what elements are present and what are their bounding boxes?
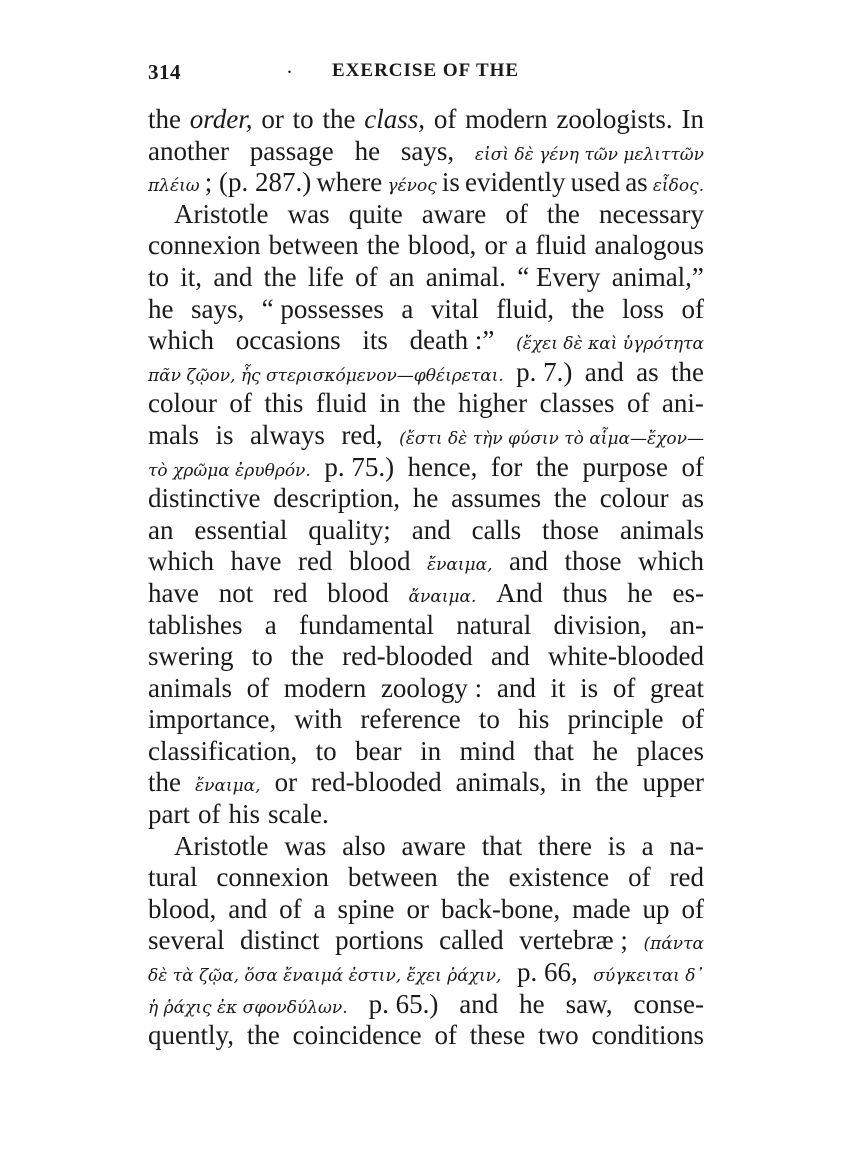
word: that	[481, 830, 523, 861]
word: a	[313, 893, 326, 924]
word: mals	[148, 419, 199, 450]
word: for	[490, 451, 523, 482]
word: the	[571, 293, 605, 324]
word: p. 7.)	[516, 356, 573, 387]
word: of	[612, 672, 636, 703]
word: ani-	[661, 388, 704, 419]
word: or	[274, 767, 298, 798]
word: the	[553, 483, 587, 514]
word: evidently	[465, 167, 566, 198]
word: is	[441, 167, 460, 198]
word: principle	[567, 704, 664, 735]
word: it	[550, 672, 566, 703]
word: he	[627, 577, 653, 608]
word: upper	[642, 767, 704, 798]
word: of	[681, 451, 704, 482]
word: the	[290, 641, 324, 672]
word: na-	[669, 830, 704, 861]
word: called	[439, 925, 504, 956]
text-line	[148, 388, 704, 420]
word: thus	[562, 577, 608, 608]
word: In	[681, 104, 704, 134]
word: conditions	[591, 1020, 704, 1051]
text-line	[148, 1020, 704, 1052]
greek-phrase: ἔναιμα,	[426, 555, 493, 576]
word: importance,	[148, 704, 277, 735]
word: reference	[360, 704, 461, 735]
word: which	[148, 546, 214, 577]
greek-phrase: (ἔχει δὲ καὶ ὑγρότητα	[516, 334, 704, 355]
word: part	[148, 799, 190, 830]
word: of	[246, 672, 270, 703]
word: and	[213, 261, 253, 292]
word: occasions	[235, 325, 341, 356]
greek-phrase: σύγκειται δ᾽	[593, 966, 704, 987]
text-line	[148, 230, 704, 262]
word: of	[279, 893, 302, 924]
word: the	[366, 230, 400, 261]
word: to	[251, 641, 273, 672]
word: colour	[148, 388, 217, 419]
text-line	[148, 104, 704, 136]
word: to	[478, 704, 500, 735]
word: tablishes	[148, 609, 243, 640]
word: that	[533, 735, 575, 766]
word: which	[148, 325, 214, 356]
word: and	[411, 514, 451, 545]
word: with	[294, 704, 343, 735]
word: Aristotle	[174, 198, 269, 229]
word: and	[459, 988, 499, 1019]
word: description,	[273, 483, 401, 514]
text-line	[148, 704, 704, 736]
word: of	[681, 293, 704, 324]
word: coincidence	[292, 1020, 422, 1051]
word: passage	[249, 135, 334, 166]
word: to	[148, 261, 170, 292]
word: animals	[619, 514, 704, 545]
text-line	[148, 136, 704, 168]
word: vital	[430, 293, 479, 324]
text-line	[148, 452, 704, 484]
text-line	[148, 357, 704, 389]
word: vertebræ ;	[519, 925, 628, 956]
text-line	[148, 831, 704, 863]
text-line	[148, 862, 704, 894]
word: of	[229, 388, 252, 419]
word: quality;	[308, 514, 391, 545]
word: which	[637, 546, 704, 577]
word: the	[670, 356, 704, 387]
word: fluid,	[496, 293, 555, 324]
running-head-dot: ·	[286, 60, 293, 84]
word: classification,	[148, 735, 298, 766]
word: ; (p. 287.)	[204, 167, 312, 198]
word: blood	[348, 546, 411, 577]
word: the	[595, 767, 629, 798]
word: And	[496, 577, 543, 608]
word: colour	[599, 483, 669, 514]
word: fundamental	[299, 609, 434, 640]
text-line	[148, 736, 704, 768]
word: always	[249, 419, 325, 450]
word: in	[420, 735, 442, 766]
word: quite	[348, 198, 403, 229]
word: order,	[189, 104, 253, 134]
word: as	[636, 356, 659, 387]
text-line	[148, 420, 704, 452]
word: aware	[401, 830, 466, 861]
word: he	[354, 135, 381, 166]
word: an	[148, 514, 174, 545]
word: aware	[421, 198, 487, 229]
word: “ possesses	[261, 293, 384, 324]
text-line	[148, 925, 704, 957]
word: those	[542, 514, 600, 545]
word: fluid	[315, 388, 367, 419]
word: or	[484, 230, 507, 261]
word: of	[681, 893, 704, 924]
word: he	[412, 483, 439, 514]
word: classes	[539, 388, 615, 419]
word: of	[197, 799, 221, 830]
word: assumes	[451, 483, 542, 514]
word: blood,	[148, 893, 217, 924]
greek-phrase: ἔναιμα,	[195, 776, 261, 797]
word: connexion	[148, 230, 261, 261]
word: in	[379, 388, 401, 419]
word: and	[490, 641, 530, 672]
word: also	[342, 830, 386, 861]
word: bear	[355, 735, 402, 766]
word: back-bone,	[440, 893, 561, 924]
word: he	[519, 988, 545, 1019]
word: those	[564, 546, 622, 577]
greek-phrase: πᾶν ζῷον, ἧς στερισκόμενον—φθέιρεται.	[148, 365, 504, 386]
word: Aristotle	[174, 830, 269, 861]
word: another	[148, 135, 229, 166]
word: es-	[672, 577, 704, 608]
word: this	[264, 388, 304, 419]
page-number: 314	[148, 60, 181, 84]
word: swering	[148, 641, 234, 672]
word: of	[681, 704, 704, 735]
word: red	[273, 577, 308, 608]
word: red-blooded	[311, 767, 442, 798]
word: quently,	[148, 1020, 234, 1051]
word: between	[347, 862, 438, 893]
word: p. 65.)	[368, 988, 439, 1019]
word: tural	[148, 862, 198, 893]
text-line	[148, 610, 704, 642]
word: zoologists.	[556, 104, 673, 134]
word: the	[322, 104, 356, 134]
text-line	[148, 546, 704, 578]
greek-phrase: εἰσὶ δὲ γένη τῶν μελιττῶν	[474, 144, 704, 165]
word: an-	[669, 609, 704, 640]
word: red-blooded	[342, 641, 473, 672]
greek-phrase: τὸ χρῶμα ἐρυθρόν.	[148, 460, 311, 481]
word: calls	[471, 514, 522, 545]
greek-phrase: δὲ τὰ ζῷα, ὅσα ἔναιμά ἐστιν, ἔχει ῥάχιν,	[148, 966, 502, 987]
word: the	[148, 767, 181, 798]
word: of	[505, 198, 528, 229]
word: blood	[327, 577, 389, 608]
word: hence,	[407, 451, 478, 482]
word: his	[517, 704, 550, 735]
word: have	[148, 577, 199, 608]
greek-phrase: (ἔστι δὲ τὴν φύσιν τὸ αἷμα—ἔχον—	[399, 428, 704, 449]
text-line	[148, 957, 704, 989]
word: is	[215, 419, 234, 450]
text-line	[148, 641, 704, 673]
word: existence	[508, 862, 610, 893]
word: not	[218, 577, 254, 608]
text-line	[148, 673, 704, 705]
text-line	[148, 167, 704, 199]
word: a	[641, 830, 654, 861]
word: white-blooded	[548, 641, 704, 672]
word: made	[572, 893, 631, 924]
text-line	[148, 294, 704, 326]
word: the	[263, 261, 297, 292]
word: says,	[400, 135, 455, 166]
word: where	[316, 167, 383, 198]
text-line	[148, 578, 704, 610]
word: two	[538, 1020, 579, 1051]
word: of	[628, 862, 651, 893]
word: necessary	[599, 198, 704, 229]
word: the	[412, 388, 446, 419]
word: spine	[337, 893, 395, 924]
word: and	[584, 356, 624, 387]
word: great	[649, 672, 704, 703]
word: to	[315, 735, 337, 766]
word: connexion	[216, 862, 329, 893]
text-line	[148, 483, 704, 515]
word: to	[292, 104, 314, 134]
word: used	[570, 167, 621, 198]
word: p. 75.)	[324, 451, 395, 482]
word: death :”	[409, 325, 495, 356]
word: red,	[341, 419, 383, 450]
word: he	[592, 735, 619, 766]
word: as	[681, 483, 704, 514]
word: the	[148, 104, 181, 134]
word: distinct	[240, 925, 320, 956]
word: modern	[465, 104, 548, 134]
word: is	[607, 830, 626, 861]
running-title: EXERCISE OF THE	[332, 60, 520, 81]
text-line	[148, 767, 704, 799]
text-line	[148, 325, 704, 357]
word: his	[228, 799, 260, 830]
word: of	[355, 261, 378, 292]
text-line	[148, 894, 704, 926]
word: fluid	[535, 230, 587, 261]
word: it,	[180, 261, 203, 292]
word: distinctive	[148, 483, 261, 514]
word: conse-	[633, 988, 704, 1019]
word: animals,	[455, 767, 547, 798]
text-line	[148, 199, 704, 231]
body-text	[148, 104, 704, 1052]
word: portions	[335, 925, 424, 956]
greek-phrase: γένος	[387, 176, 437, 197]
word: red	[669, 862, 704, 893]
greek-phrase: πλέιω	[148, 176, 200, 197]
word: of	[626, 388, 650, 419]
word: animal.	[425, 261, 506, 292]
word: and	[496, 672, 536, 703]
word: loss	[622, 293, 665, 324]
word: animal,”	[611, 261, 704, 292]
word: a	[264, 609, 277, 640]
word: animals	[148, 672, 232, 703]
text-line	[148, 989, 704, 1021]
word: the	[246, 1020, 280, 1051]
word: as	[625, 167, 648, 198]
word: p. 66,	[516, 957, 578, 988]
word: several	[148, 925, 225, 956]
word: higher	[458, 388, 528, 419]
word: a	[401, 293, 414, 324]
word: “ Every	[517, 261, 601, 292]
word: class,	[364, 104, 426, 134]
word: was	[284, 830, 327, 861]
word: and	[509, 546, 548, 577]
word: the	[456, 862, 490, 893]
text-line	[148, 515, 704, 547]
word: places	[636, 735, 704, 766]
word: the	[535, 451, 569, 482]
word: have	[230, 546, 282, 577]
word: he	[148, 293, 174, 324]
text-line	[148, 799, 704, 831]
word: there	[538, 830, 592, 861]
word: and	[228, 893, 268, 924]
word: in	[560, 767, 582, 798]
word: of	[434, 1020, 457, 1051]
word: between	[268, 230, 359, 261]
word: purpose	[582, 451, 668, 482]
word: analogous	[594, 230, 704, 261]
word: an	[388, 261, 415, 292]
word: modern	[283, 672, 367, 703]
greek-phrase: (πάντα	[643, 934, 704, 955]
word: natural	[456, 609, 532, 640]
word: red	[297, 546, 333, 577]
word: zoology :	[380, 672, 483, 703]
word: scale.	[268, 799, 329, 830]
greek-phrase: ἡ ῥάχις ἐκ σφονδύλων.	[148, 997, 348, 1018]
word: the	[546, 198, 580, 229]
word: up	[642, 893, 670, 924]
word: or	[261, 104, 284, 134]
word: a	[515, 230, 528, 261]
word: its	[362, 325, 388, 356]
greek-phrase: εἶδος.	[652, 176, 704, 197]
running-head	[148, 60, 704, 90]
word: these	[469, 1020, 526, 1051]
text-line	[148, 262, 704, 294]
word: mind	[459, 735, 516, 766]
word: essential	[194, 514, 288, 545]
word: says,	[190, 293, 245, 324]
word: blood,	[408, 230, 477, 261]
word: of	[433, 104, 457, 134]
word: is	[580, 672, 599, 703]
word: or	[406, 893, 429, 924]
word: was	[287, 198, 330, 229]
greek-phrase: ἄναιμα.	[408, 586, 477, 607]
word: division,	[553, 609, 648, 640]
word: saw,	[565, 988, 613, 1019]
word: life	[307, 261, 344, 292]
